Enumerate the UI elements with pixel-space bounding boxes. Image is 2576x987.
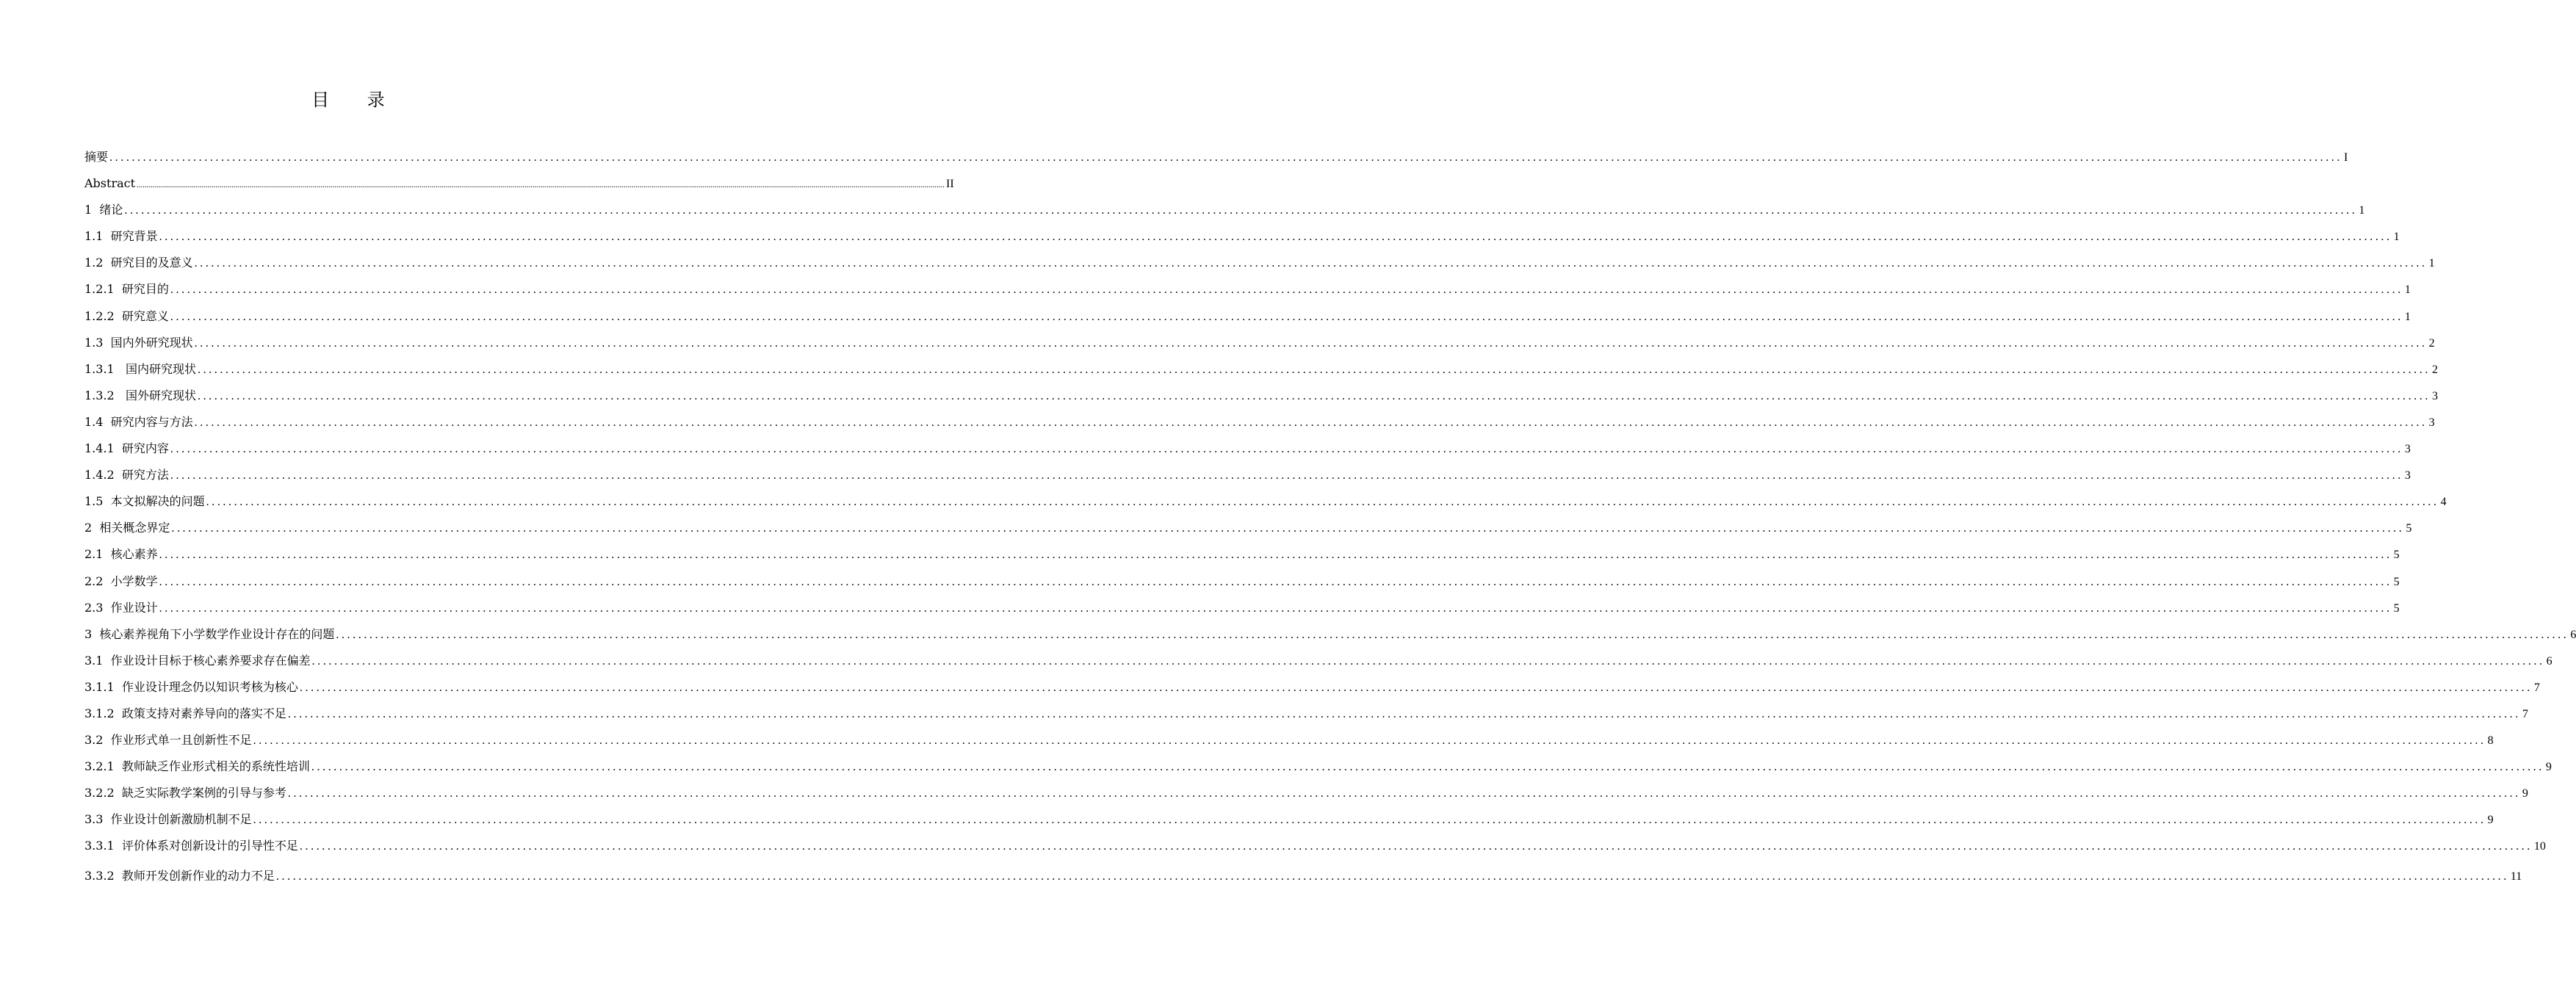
toc-entry-page-number: 9 (2545, 761, 2552, 774)
toc-entry[interactable] (84, 144, 2348, 170)
toc-leader-dots: ................................................................................................................................................................................................................................................................................................................................................................................................................ (197, 363, 2431, 376)
toc-entry[interactable] (84, 833, 2546, 859)
toc-leader-dots: ................................................................................................................................................................................................................................................................................................................................................................................................................ (197, 389, 2431, 402)
toc-entry[interactable] (84, 170, 954, 197)
toc-entry-label: 1.4 研究内容与方法 (84, 414, 193, 429)
toc-entry-label: 2.2 小学数学 (84, 574, 158, 588)
toc-entry[interactable] (84, 303, 2411, 330)
toc-entry-label: 3.3.1 评价体系对创新设计的引导性不足 (84, 839, 298, 853)
toc-entry-label: 1.3.2 国外研究现状 (84, 388, 196, 402)
toc-leader-dots: ................................................................................................................................................................................................................................................................................................................................................................................................................ (170, 310, 2403, 323)
toc-entry-label: 1.5 本文拟解决的问题 (84, 494, 205, 509)
table-of-contents (84, 144, 2576, 889)
toc-entry-page-number: 7 (2522, 707, 2528, 720)
toc-entry-label: 2.3 作业设计 (84, 600, 158, 615)
toc-entry[interactable] (84, 276, 2411, 303)
toc-entry-label: 摘要 (84, 150, 109, 164)
toc-entry-label: 3 核心素养视角下小学数学作业设计存在的问题 (84, 626, 335, 641)
toc-entry-label: 1.3 国内外研究现状 (84, 335, 193, 350)
toc-entry[interactable] (84, 727, 2494, 753)
toc-entry[interactable] (84, 753, 2552, 780)
toc-entry-label: 3.1 作业设计目标于核心素养要求存在偏差 (84, 653, 311, 668)
toc-entry-page-number: 3 (2428, 416, 2435, 429)
toc-leader-dots: ................................................................................................................................................................................................................................................................................................................................................................................................................ (159, 231, 2392, 244)
toc-leader-dots: ................................................................................................................................................................................................................................................................................................................................................................................................................ (311, 654, 2545, 668)
toc-entry-page-number: 3 (2404, 469, 2411, 482)
toc-entry-page-number: 7 (2533, 681, 2540, 694)
toc-leader-dots: ................................................................................................................................................................................................................................................................................................................................................................................................................ (109, 151, 2343, 164)
toc-entry[interactable] (84, 648, 2552, 674)
toc-entry-page-number: 1 (2393, 231, 2400, 244)
toc-leader-dots: ................................................................................................................................................................................................................................................................................................................................................................................................................ (170, 443, 2403, 456)
toc-entry-label: 3.2 作业形式单一且创新性不足 (84, 733, 252, 748)
toc-entry-label: 1.2.1 研究目的 (84, 282, 169, 297)
toc-entry-label: 2 相关概念界定 (84, 521, 170, 535)
toc-entry[interactable] (84, 435, 2411, 462)
toc-entry-page-number: 1 (2404, 283, 2411, 297)
toc-leader-dots: ................................................................................................................................................................................................................................................................................................................................................................................................................ (171, 522, 2405, 535)
toc-entry[interactable] (84, 197, 2365, 223)
toc-leader-dots: ................................................................................................................................................................................................................................................................................................................................................................................................................ (194, 257, 2428, 270)
toc-leader-dots: ................................................................................................................................................................................................................................................................................................................................................................................................................ (206, 496, 2439, 509)
toc-leader-dots: ................................................................................................................................................................................................................................................................................................................................................................................................................ (170, 283, 2403, 297)
toc-entry-page-number: 2 (2431, 363, 2438, 376)
toc-entry[interactable] (84, 806, 2494, 833)
toc-leader-dots: ................................................................................................................................................................................................................................................................................................................................................................................................................ (159, 549, 2392, 562)
toc-leader-dots: ................................................................................................................................................................................................................................................................................................................................................................................................................ (124, 204, 2358, 217)
toc-entry-label: 3.3.2 教师开发创新作业的动力不足 (84, 868, 275, 883)
toc-entry-page-number: I (2344, 151, 2348, 164)
toc-entry-label: 1.2.2 研究意义 (84, 308, 169, 323)
toc-entry[interactable] (84, 541, 2400, 568)
toc-entry-page-number: 3 (2404, 443, 2411, 456)
toc-entry-label: 1.3.1 国内研究现状 (84, 361, 196, 376)
toc-leader-dots: ................................................................................................................................................................................................................................................................................................................................................................................................................ (287, 707, 2521, 720)
toc-leader-dots: ................................................................................................................................................................................................................................................................................................................................................................................................................ (159, 575, 2392, 588)
toc-entry-page-number: 9 (2522, 787, 2528, 800)
toc-entry-page-number: 5 (2393, 549, 2400, 562)
toc-entry[interactable] (84, 780, 2528, 806)
toc-entry-label: 3.3 作业设计创新激励机制不足 (84, 812, 252, 827)
toc-leader-dots: ................................................................................................................................................................................................................................................................................................................................................................................................................ (253, 734, 2486, 748)
toc-entry-page-number: 5 (2406, 522, 2412, 535)
toc-entry-label: 3.1.2 政策支持对素养导向的落实不足 (84, 706, 286, 720)
toc-entry-label: 1 绪论 (84, 203, 123, 217)
toc-entry-page-number: 6 (2546, 654, 2552, 668)
toc-entry[interactable] (84, 462, 2411, 488)
toc-leader-dots: ................................................................................................................................................................................................................................................................................................................................................................................................................ (336, 628, 2569, 641)
toc-entry-page-number: 11 (2510, 870, 2522, 883)
toc-leader-dots: ................................................................................................................................................................................................................................................................................................................................................................................................................ (299, 681, 2533, 694)
toc-entry-label: 3.2.2 缺乏实际教学案例的引导与参考 (84, 786, 286, 800)
toc-entry-label: 3.2.1 教师缺乏作业形式相关的系统性培训 (84, 759, 310, 774)
toc-leader-dots: ................................................................................................................................................................................................................................................................................................................................................................................................................ (299, 840, 2533, 853)
toc-entry-page-number: 5 (2393, 575, 2400, 588)
toc-leader-dots: ................................................................................................................................................................................................................................................................................................................................................................................................................ (194, 416, 2428, 429)
toc-entry[interactable] (84, 356, 2438, 383)
toc-leader-dots: ................................................................................................................................................................................................................................................................................................................................................................................................................ (311, 761, 2544, 774)
toc-entry-label: Abstract (84, 176, 136, 191)
toc-leader-dots: ................................................................................................................................................................................................................................................................................................................................................................................................................ (137, 181, 945, 190)
toc-entry[interactable] (84, 330, 2435, 356)
toc-entry-page-number: 3 (2431, 389, 2438, 402)
toc-entry[interactable] (84, 701, 2528, 727)
toc-entry-page-number: 1 (2359, 204, 2365, 217)
toc-entry-label: 1.1 研究背景 (84, 229, 158, 244)
toc-entry-page-number: 8 (2487, 734, 2494, 748)
toc-entry-page-number: 2 (2428, 336, 2435, 350)
toc-leader-dots: ................................................................................................................................................................................................................................................................................................................................................................................................................ (253, 814, 2486, 827)
toc-entry[interactable] (84, 250, 2435, 276)
toc-leader-dots: ................................................................................................................................................................................................................................................................................................................................................................................................................ (275, 870, 2509, 883)
toc-entry-page-number: 10 (2533, 840, 2546, 853)
toc-leader-dots: ................................................................................................................................................................................................................................................................................................................................................................................................................ (159, 601, 2392, 615)
toc-entry-label: 1.2 研究目的及意义 (84, 256, 193, 270)
toc-entry[interactable] (84, 383, 2438, 409)
toc-entry-page-number: 5 (2393, 601, 2400, 615)
page-title: 目 录 (311, 90, 401, 110)
toc-entry[interactable] (84, 595, 2400, 621)
toc-entry[interactable] (84, 515, 2412, 541)
toc-entry-label: 1.4.1 研究内容 (84, 441, 169, 456)
toc-leader-dots: ................................................................................................................................................................................................................................................................................................................................................................................................................ (287, 787, 2521, 800)
toc-entry[interactable] (84, 621, 2576, 648)
toc-entry-label: 2.1 核心素养 (84, 547, 158, 562)
toc-entry[interactable] (84, 223, 2400, 250)
toc-entry-page-number: 6 (2570, 628, 2576, 641)
toc-entry[interactable] (84, 409, 2435, 435)
toc-entry-page-number: 1 (2404, 310, 2411, 323)
toc-leader-dots: ................................................................................................................................................................................................................................................................................................................................................................................................................ (194, 336, 2428, 350)
toc-entry-page-number: 4 (2440, 496, 2447, 509)
toc-leader-dots: ................................................................................................................................................................................................................................................................................................................................................................................................................ (170, 469, 2403, 482)
toc-entry[interactable] (84, 488, 2447, 515)
toc-entry-page-number: 9 (2487, 814, 2494, 827)
toc-entry-page-number: 1 (2428, 257, 2435, 270)
toc-entry-page-number: II (946, 178, 954, 191)
toc-entry[interactable] (84, 674, 2540, 701)
toc-entry-label: 1.4.2 研究方法 (84, 468, 169, 482)
toc-entry-label: 3.1.1 作业设计理念仍以知识考核为核心 (84, 679, 298, 694)
toc-entry[interactable] (84, 863, 2522, 889)
toc-entry[interactable] (84, 568, 2400, 595)
